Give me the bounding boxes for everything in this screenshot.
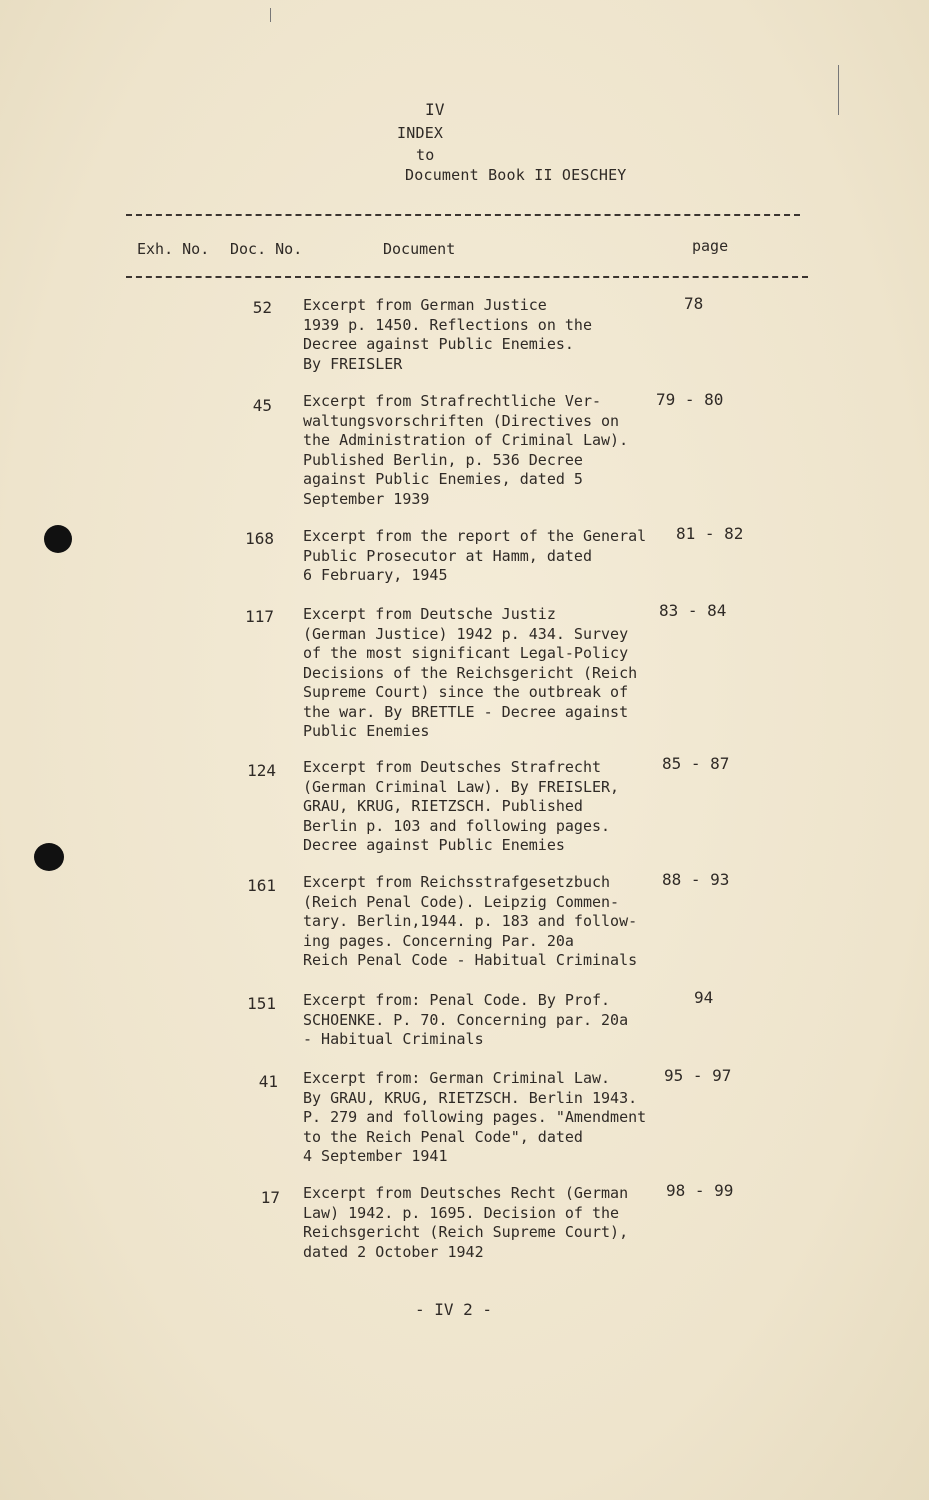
column-exh-no: Exh. No.	[137, 240, 210, 258]
page-range: 79 - 80	[656, 390, 724, 409]
doc-number: 168	[245, 529, 274, 548]
entry-description: Excerpt from Strafrechtliche Ver- waltungsvorschriften (Directives on the Administration of Criminal Law). Published Berlin, p. 536 Decree against Public Enemies, dated 5 September 1939	[303, 392, 629, 508]
page-range: 81 - 82	[676, 524, 744, 543]
page-range: 78	[684, 294, 704, 313]
entry-description: Excerpt from: Penal Code. By Prof. SCHOENKE. P. 70. Concerning par. 20a - Habitual Criminals	[303, 991, 629, 1048]
top-divider	[126, 214, 800, 216]
doc-number: 41	[258, 1072, 278, 1091]
index-to: to	[416, 146, 435, 164]
punch-hole	[44, 525, 72, 553]
entry-description: Excerpt from Deutsches Recht (German Law) 1942. p. 1695. Decision of the Reichsgericht (Reich Supreme Court), dated 2 October 1942	[303, 1184, 629, 1261]
punch-hole	[34, 843, 64, 871]
entry-description: Excerpt from Reichsstrafgesetzbuch (Reich Penal Code). Leipzig Commen- tary. Berlin,1944. p. 183 and follow- ing pages. Concerning Par. 20a Reich Penal Code - Habitual Criminals	[303, 873, 638, 969]
page-range: 88 - 93	[662, 870, 730, 889]
document-book-title: Document Book II OESCHEY	[405, 166, 627, 184]
page-range: 94	[694, 988, 714, 1007]
doc-number: 124	[247, 761, 276, 780]
doc-number: 161	[247, 876, 276, 895]
margin-mark	[838, 65, 839, 115]
header-divider	[126, 276, 808, 278]
column-page: page	[692, 237, 729, 255]
doc-number: 17	[260, 1188, 280, 1207]
page-range: 95 - 97	[664, 1066, 732, 1085]
page-range: 98 - 99	[666, 1181, 734, 1200]
doc-number: 117	[245, 607, 274, 626]
index-title: INDEX	[397, 124, 444, 142]
page-range: 85 - 87	[662, 754, 730, 773]
entry-description: Excerpt from: German Criminal Law. By GRAU, KRUG, RIETZSCH. Berlin 1943. P. 279 and following pages. "Amendment to the Reich Penal Code", dated 4 September 1941	[303, 1069, 647, 1165]
doc-number: 45	[252, 396, 272, 415]
page-range: 83 - 84	[659, 601, 727, 620]
entry-description: Excerpt from Deutsche Justiz (German Justice) 1942 p. 434. Survey of the most significant Legal-Policy Decisions of the Reichsgericht (Reich Supreme Court) since the outbreak of the war. By BRETTLE - Decree against Public Enemies	[303, 605, 638, 740]
column-document: Document	[383, 240, 456, 258]
entry-description: Excerpt from German Justice 1939 p. 1450. Reflections on the Decree against Public Enemies. By FREISLER	[303, 296, 592, 373]
doc-number: 52	[252, 298, 272, 317]
margin-mark	[270, 8, 271, 22]
doc-number: 151	[247, 994, 276, 1013]
column-doc-no: Doc. No.	[230, 240, 303, 258]
entry-description: Excerpt from the report of the General Public Prosecutor at Hamm, dated 6 February, 1945	[303, 527, 647, 584]
entry-description: Excerpt from Deutsches Strafrecht (German Criminal Law). By FREISLER, GRAU, KRUG, RIETZSCH. Published Berlin p. 103 and following pages. Decree against Public Enemies	[303, 758, 620, 854]
section-number: IV	[425, 100, 445, 119]
page-footer: - IV 2 -	[415, 1300, 493, 1319]
